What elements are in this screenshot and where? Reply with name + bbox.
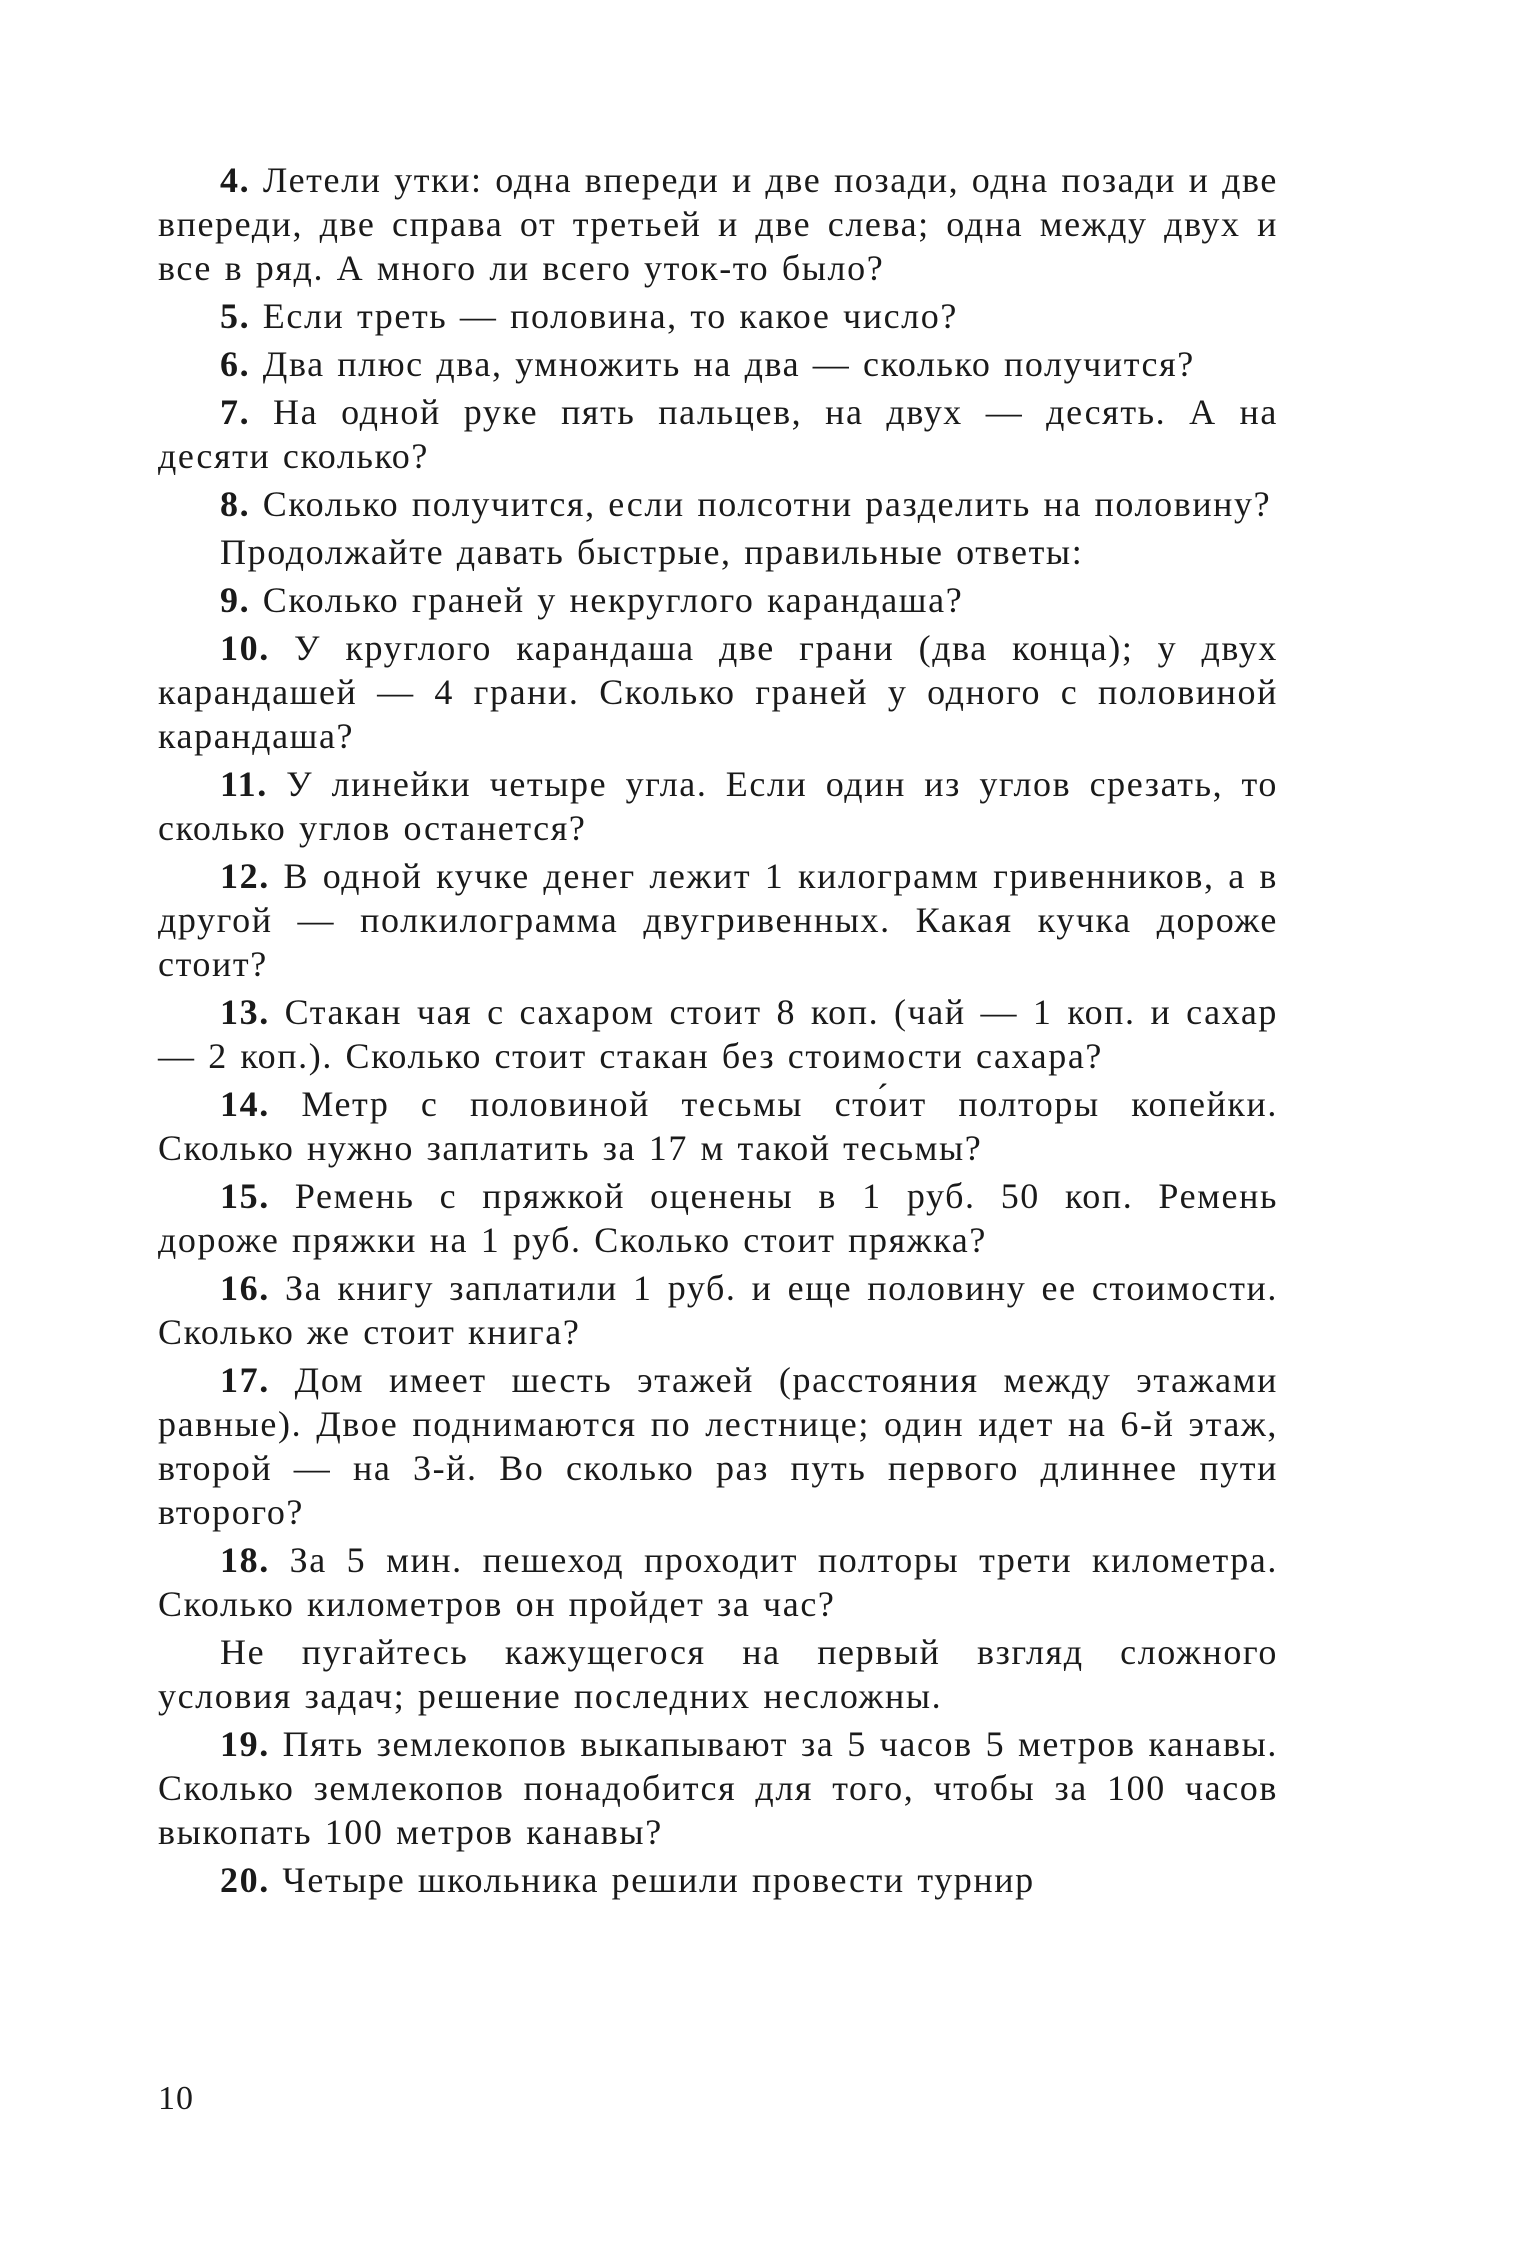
problem-number: 9.: [220, 580, 251, 620]
problem-6: [158, 342, 1278, 386]
problem-text: Дом имеет шесть этажей (расстояния между этажами равные). Двое поднимаются по лестнице; один идет на 6-й этаж, второй — на 3-й. Во сколько раз путь первого длиннее пути второго?: [158, 1360, 1278, 1532]
problem-number: 17.: [220, 1360, 270, 1400]
problem-text: Пять землекопов выкапывают за 5 часов 5 метров канавы. Сколько землекопов понадобится для того, чтобы за 100 часов выкопать 100 метров канавы?: [158, 1724, 1278, 1852]
instruction-text: [158, 530, 1278, 574]
problem-number: 20.: [220, 1860, 270, 1900]
problem-number: 8.: [220, 484, 251, 524]
problem-text: Ремень с пряжкой оценены в 1 руб. 50 коп. Ремень дороже пряжки на 1 руб. Сколько стоит пряжка?: [158, 1176, 1278, 1260]
problem-text: У круглого карандаша две грани (два конца); у двух карандашей — 4 грани. Сколько граней у одного с половиной карандаша?: [158, 628, 1278, 756]
problem-7: [158, 390, 1278, 478]
problem-text: Четыре школьника решили провести турнир: [269, 1860, 1035, 1900]
problem-13: [158, 990, 1278, 1078]
problem-14: [158, 1082, 1278, 1170]
problem-number: 18.: [220, 1540, 270, 1580]
problem-16: [158, 1266, 1278, 1354]
problem-number: 15.: [220, 1176, 270, 1216]
problem-4: [158, 158, 1278, 290]
problem-number: 19.: [220, 1724, 270, 1764]
problem-number: 6.: [220, 344, 251, 384]
instruction-body: Продолжайте давать быстрые, правильные ответы:: [220, 532, 1084, 572]
problem-text: У линейки четыре угла. Если один из углов срезать, то сколько углов останется?: [158, 764, 1278, 848]
problem-text: Если треть — половина, то какое число?: [250, 296, 958, 336]
problem-text: Метр с половиной тесьмы сто́ит полторы копейки. Сколько нужно заплатить за 17 м такой тесьмы?: [158, 1084, 1278, 1168]
problem-number: 5.: [220, 296, 251, 336]
problem-text: Сколько получится, если полсотни разделить на половину?: [250, 484, 1272, 524]
problem-19: [158, 1722, 1278, 1854]
problem-text: На одной руке пять пальцев, на двух — десять. А на десяти сколько?: [158, 392, 1278, 476]
problem-17: [158, 1358, 1278, 1534]
problem-number: 16.: [220, 1268, 270, 1308]
problem-9: [158, 578, 1278, 622]
problem-number: 11.: [220, 764, 268, 804]
problem-text: Летели утки: одна впереди и две позади, одна позади и две впереди, две справа от третьей и две слева; одна между двух и все в ряд. А много ли всего уток-то было?: [158, 160, 1278, 288]
note-text: [158, 1630, 1278, 1718]
problem-18: [158, 1538, 1278, 1626]
problem-text: Два плюс два, умножить на два — сколько получится?: [250, 344, 1195, 384]
problem-number: 10.: [220, 628, 270, 668]
problem-number: 4.: [220, 160, 251, 200]
problem-text: За книгу заплатили 1 руб. и еще половину ее стоимости. Сколько же стоит книга?: [158, 1268, 1278, 1352]
problem-15: [158, 1174, 1278, 1262]
problem-text: В одной кучке денег лежит 1 килограмм гривенников, а в другой — полкилограмма двугривенных. Какая кучка дороже стоит?: [158, 856, 1278, 984]
problem-20: [158, 1858, 1278, 1902]
note-body: Не пугайтесь кажущегося на первый взгляд сложного условия задач; решение последних несложны.: [158, 1632, 1278, 1716]
problem-number: 14.: [220, 1084, 270, 1124]
problem-8: [158, 482, 1278, 526]
problem-10: [158, 626, 1278, 758]
problem-number: 12.: [220, 856, 270, 896]
problem-text: За 5 мин. пешеход проходит полторы трети километра. Сколько километров он пройдет за час?: [158, 1540, 1278, 1624]
page-body: [158, 158, 1278, 1906]
problem-5: [158, 294, 1278, 338]
page-number: 10: [158, 2080, 194, 2117]
problem-number: 7.: [220, 392, 251, 432]
problem-text: Стакан чая с сахаром стоит 8 коп. (чай — 1 коп. и сахар — 2 коп.). Сколько стоит стакан без стоимости сахара?: [158, 992, 1278, 1076]
problem-number: 13.: [220, 992, 270, 1032]
problem-11: [158, 762, 1278, 850]
problem-text: Сколько граней у некруглого карандаша?: [250, 580, 964, 620]
problem-12: [158, 854, 1278, 986]
